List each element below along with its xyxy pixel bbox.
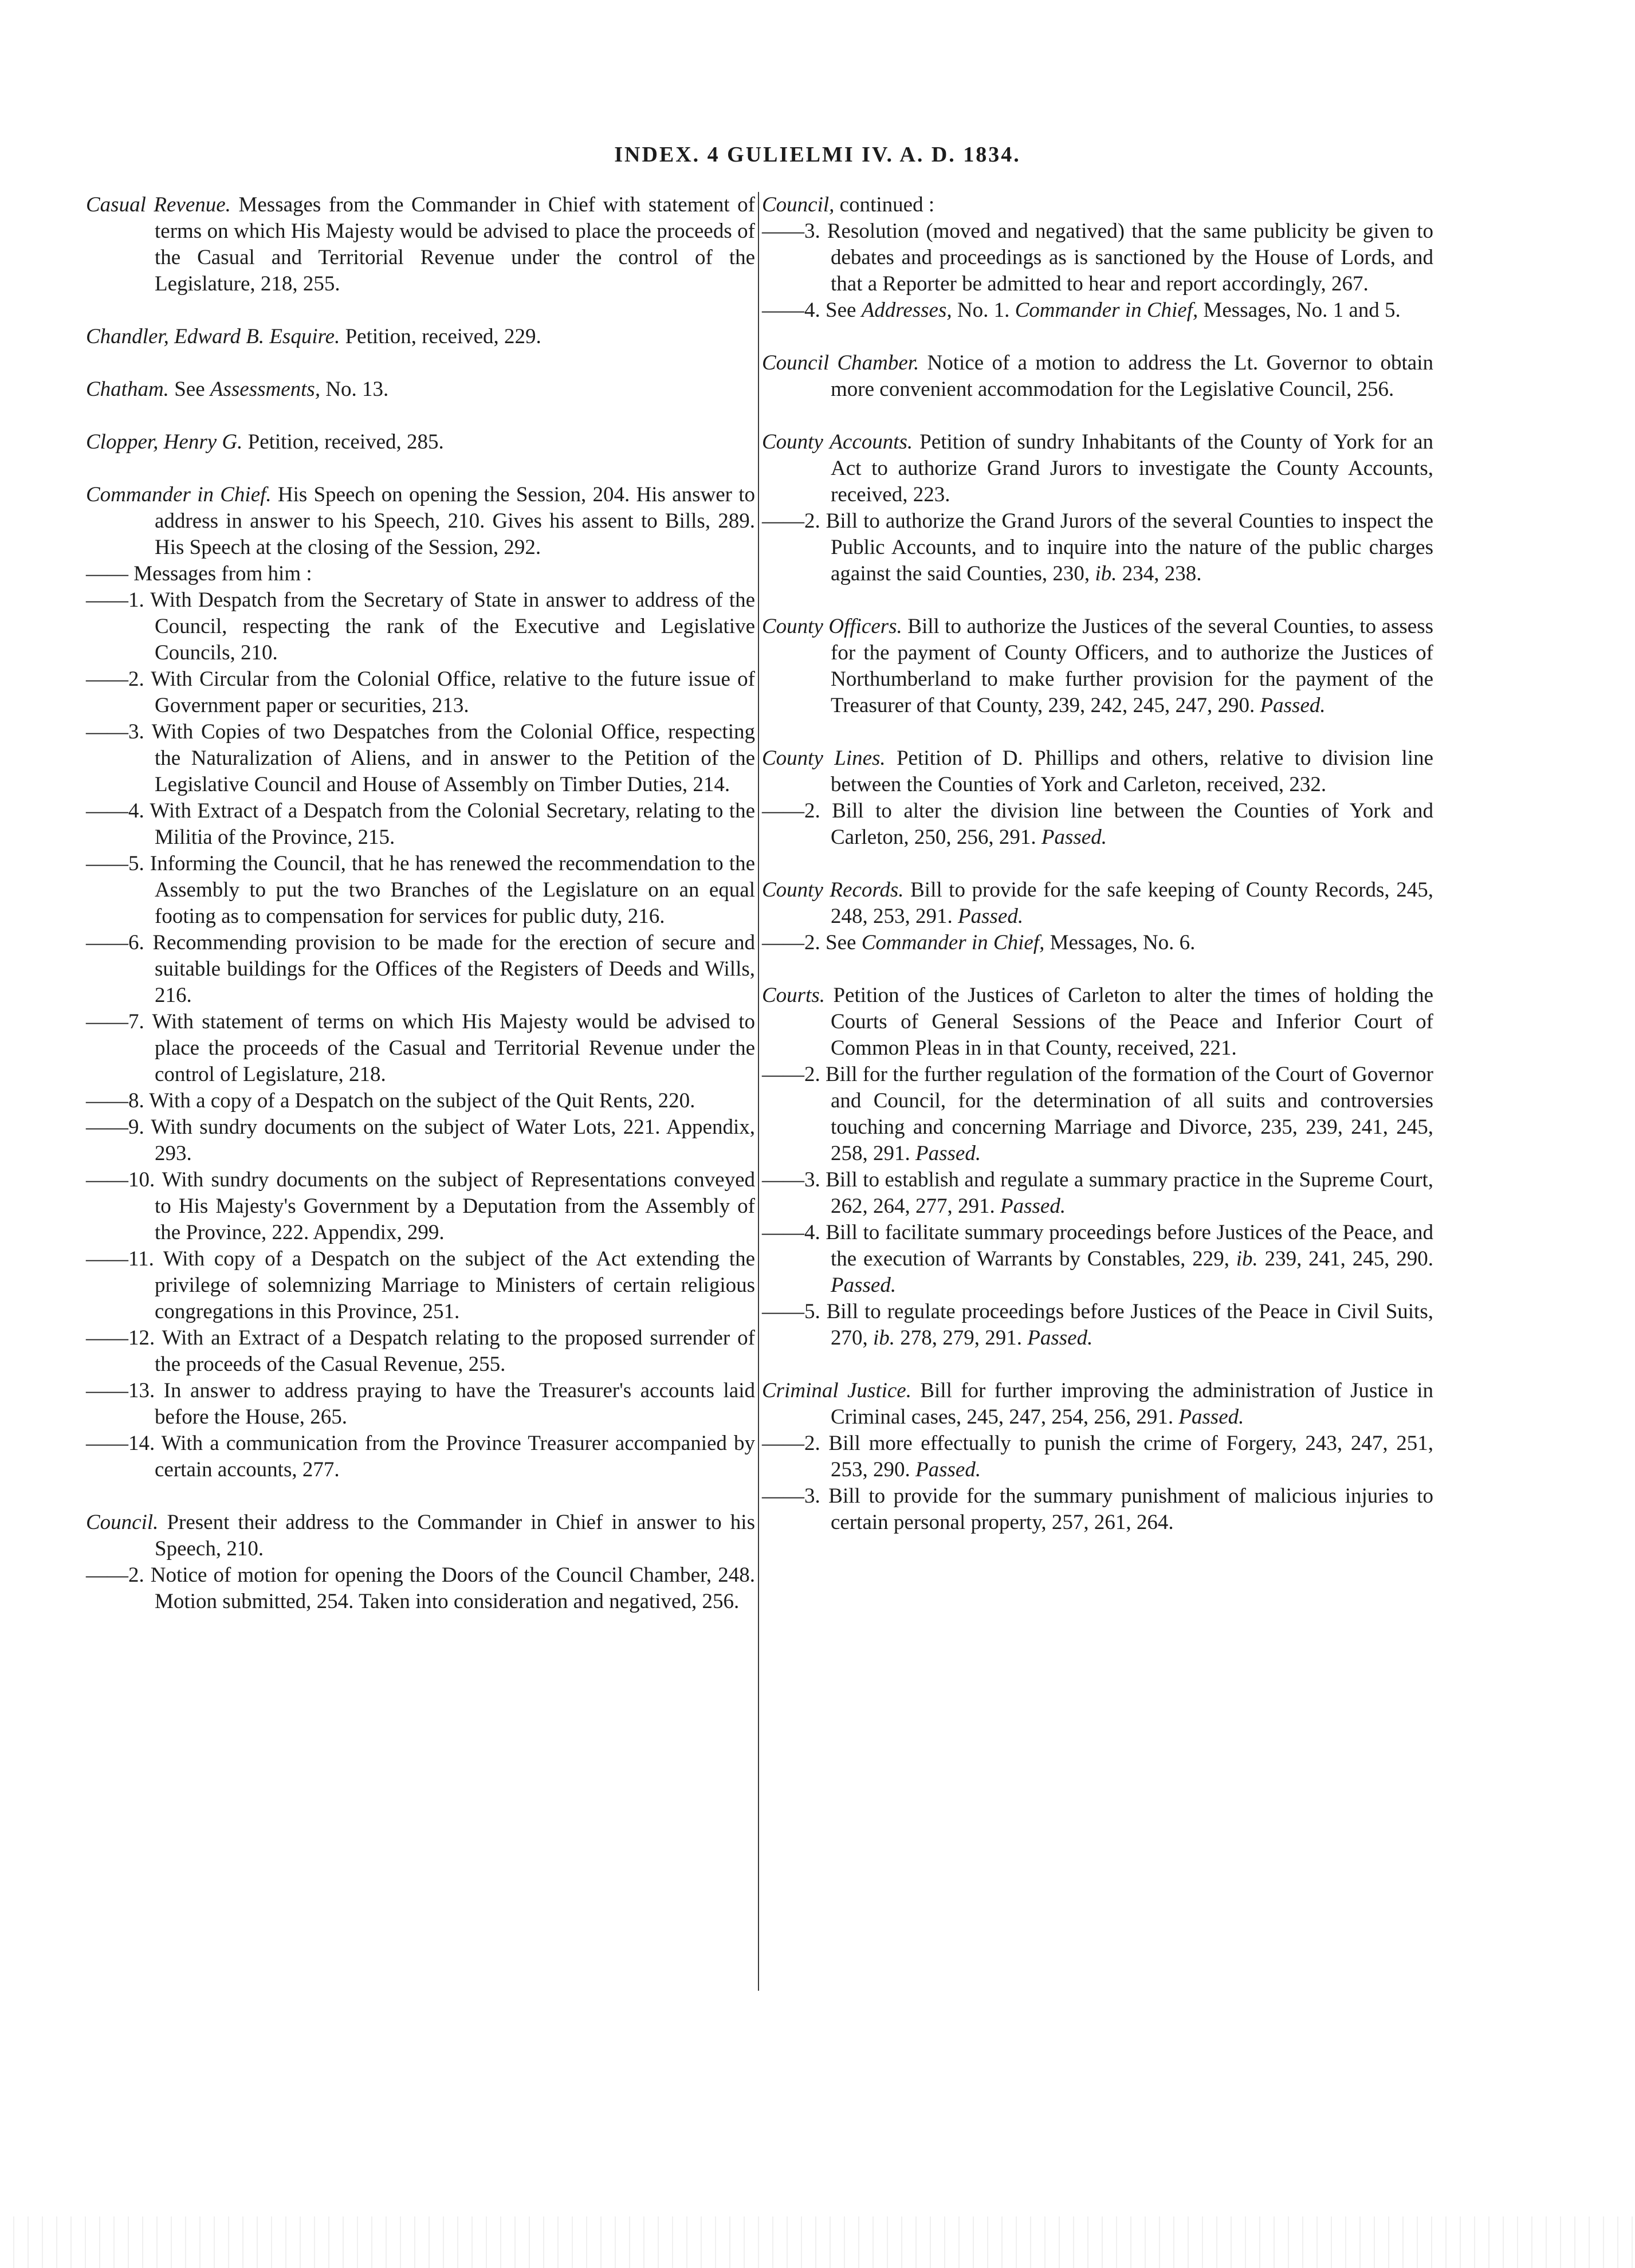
headword: Chandler, Edward B. Esquire.: [86, 325, 340, 348]
message-item: ——4. With Extract of a Despatch from the Colonial Secretary, relating to the Militia of the Province, 215.: [86, 799, 755, 849]
entry-text: His Speech on opening the Session, 204. His answer to address in answer to his Speech, 210. Gives his assent to Bills, 289. His Speech at the closing of the Session, 292.: [155, 483, 755, 559]
cross-reference: Commander in Chief,: [861, 931, 1045, 954]
entry-intro: [762, 1378, 1433, 1430]
sub-entry-text: No. 1.: [952, 298, 1015, 322]
sub-entry-text: ——2. Bill to authorize the Grand Jurors of the several Counties to inspect the Public Accounts, and to inquire into the nature of the public charges against the said Counties, 230,: [762, 509, 1433, 585]
entry-courts: [762, 982, 1433, 1351]
passed-note: Passed.: [958, 905, 1024, 928]
passed-note: Passed.: [1041, 826, 1107, 849]
entry-council-chamber: [762, 350, 1433, 403]
entry-intro: [762, 982, 1433, 1062]
passed-note: Passed.: [915, 1142, 981, 1165]
messages-list: [86, 587, 755, 1483]
headword: County Records.: [762, 878, 904, 902]
right-column: [762, 192, 1433, 1562]
sub-entry: ——3. Resolution (moved and negatived) that the same publicity be given to debates and proceedings as is sanctioned by the House of Lords, and that a Reporter be admitted to hear and report accordingly, 267.: [762, 219, 1433, 296]
entry-chatham: [86, 376, 755, 403]
sub-entry-text: 239, 241, 245, 290.: [1257, 1247, 1433, 1271]
entry-intro: [762, 877, 1433, 930]
sub-entry-text: ——5. Bill to regulate proceedings before Justices of the Peace in Civil Suits, 270,: [762, 1300, 1433, 1350]
message-item: ——14. With a communication from the Province Treasurer accompanied by certain accounts, 277.: [86, 1432, 755, 1481]
sub-entry: [762, 1220, 1433, 1299]
scan-noise: [0, 2216, 1635, 2268]
entry-text: See: [168, 378, 210, 401]
sub-entry-text: ——2. Bill for the further regulation of the formation of the Court of Governor and Council, for the determination of all suits and controversies touching and concerning Marriage and Divorce, 235, 239, 241, 245, 258, 291.: [762, 1063, 1433, 1165]
headword: Council.: [86, 1511, 159, 1534]
message-item: ——13. In answer to address praying to have the Treasurer's accounts laid before the House, 265.: [86, 1379, 755, 1429]
entry-intro: [762, 192, 1433, 218]
headword: Clopper, Henry G.: [86, 430, 243, 454]
passed-note: Passed.: [831, 1273, 897, 1297]
sub-entry: [762, 1167, 1433, 1220]
entry-intro: [86, 1510, 755, 1562]
entry-county-records: [762, 877, 1433, 956]
sub-entry-text: ——3. Bill to establish and regulate a summary practice in the Supreme Court, 262, 264, 277, 291.: [762, 1168, 1433, 1218]
page-header: INDEX. 4 GULIELMI IV. A. D. 1834.: [614, 143, 1021, 167]
passed-note: Passed.: [1000, 1194, 1066, 1218]
entry-chandler: [86, 324, 755, 350]
sub-entry-text: Messages, No. 6.: [1044, 931, 1196, 954]
column-divider: [758, 192, 759, 1991]
sub-entry-text: 234, 238.: [1117, 562, 1202, 585]
headword: Criminal Justice.: [762, 1379, 911, 1402]
headword: County Lines.: [762, 746, 886, 770]
entry-county-lines: [762, 745, 1433, 851]
message-item: ——1. With Despatch from the Secretary of State in answer to address of the Council, respecting the rank of the Executive and Legislative Councils, 210.: [86, 588, 755, 665]
passed-note: Passed.: [1260, 694, 1326, 717]
sub-entry: [762, 508, 1433, 587]
entry-text: Petition, received, 285.: [242, 430, 444, 454]
entry-text: Bill to authorize the Justices of the several Counties, to assess for the payment of County Officers, and to authorize the Justices of Northumberland to make further provision for the payment of the Treasurer of that County, 239, 242, 245, 247, 290.: [831, 615, 1433, 717]
message-item: ——12. With an Extract of a Despatch relating to the proposed surrender of the proceeds of the Casual Revenue, 255.: [86, 1326, 755, 1376]
entry-intro: [762, 429, 1433, 508]
entry-text: Present their address to the Commander in Chief in answer to his Speech, 210.: [155, 1511, 755, 1561]
entry-intro: [762, 745, 1433, 798]
entry-casual-revenue: [86, 192, 755, 297]
message-item: ——8. With a copy of a Despatch on the subject of the Quit Rents, 220.: [86, 1089, 695, 1113]
cross-reference: Commander in Chief,: [1015, 298, 1198, 322]
message-item: ——11. With copy of a Despatch on the subject of the Act extending the privilege of solemnizing Marriage to Ministers of certain religious congregations in this Province, 251.: [86, 1247, 755, 1323]
headword: County Accounts.: [762, 430, 913, 454]
entry-text: Petition of D. Phillips and others, relative to division line between the Counties of York and Carleton, received, 232.: [831, 746, 1433, 796]
entry-text: Notice of a motion to address the Lt. Governor to obtain more convenient accommodation for the Legislative Council, 256.: [831, 351, 1433, 401]
entry-text: continued :: [834, 193, 935, 217]
ibid: ib.: [1236, 1247, 1258, 1271]
sub-entry-text: 278, 279, 291.: [895, 1326, 1028, 1350]
message-item: ——7. With statement of terms on which His Majesty would be advised to place the proceeds of the Casual and Territorial Revenue under the control of Legislature, 218.: [86, 1010, 755, 1086]
cross-reference: Assessments,: [210, 378, 321, 401]
headword: Courts.: [762, 984, 826, 1007]
passed-note: Passed.: [1178, 1405, 1244, 1429]
headword: Commander in Chief.: [86, 483, 272, 506]
sub-entry: [762, 1299, 1433, 1351]
sub-entry-text: ——4. Bill to facilitate summary proceedings before Justices of the Peace, and the execution of Warrants by Constables, 229,: [762, 1221, 1433, 1271]
entry-council: [86, 1510, 755, 1615]
message-item: ——6. Recommending provision to be made for the erection of secure and suitable buildings for the Offices of the Registers of Deeds and Wills, 216.: [86, 931, 755, 1007]
sub-entry-text: Messages, No. 1 and 5.: [1198, 298, 1401, 322]
cross-reference: Addresses,: [861, 298, 952, 322]
sub-entry-text: ——2. Bill more effectually to punish the crime of Forgery, 243, 247, 251, 253, 290.: [762, 1432, 1433, 1481]
sub-entry-text: ——4. See: [762, 298, 862, 322]
entry-text: Messages from the Commander in Chief with statement of terms on which His Majesty would be advised to place the proceeds of the Casual and Territorial Revenue under the control of the Legislature, 218, 255.: [155, 193, 755, 296]
entry-text: No. 13.: [320, 378, 389, 401]
entry-text: Bill for further improving the administration of Justice in Criminal cases, 245, 247, 254, 256, 291.: [831, 1379, 1433, 1429]
sub-entry: [762, 1062, 1433, 1167]
messages-label: —— Messages from him :: [86, 562, 312, 585]
message-item: ——5. Informing the Council, that he has renewed the recommendation to the Assembly to put the two Branches of the Legislature on an equal footing as to compensation for services for public duty, 216.: [86, 852, 755, 928]
message-item: ——10. With sundry documents on the subject of Representations conveyed to His Majesty's Government by a Deputation from the Assembly of the Province, 222. Appendix, 299.: [86, 1168, 755, 1244]
sub-entry: [762, 1430, 1433, 1483]
sub-entry: [762, 297, 1433, 324]
entry-county-accounts: [762, 429, 1433, 587]
entry-clopper: [86, 429, 755, 455]
headword: Council,: [762, 193, 835, 217]
sub-entry: ——2. Notice of motion for opening the Doors of the Council Chamber, 248. Motion submitted, 254. Taken into consideration and negatived, 256.: [86, 1563, 755, 1613]
headword: Council Chamber.: [762, 351, 919, 375]
entry-criminal-justice: [762, 1378, 1433, 1536]
ibid: ib.: [1095, 562, 1117, 585]
entry-text: Petition, received, 229.: [340, 325, 541, 348]
message-item: ——2. With Circular from the Colonial Office, relative to the future issue of Government paper or securities, 213.: [86, 667, 755, 717]
sub-entry-text: ——2. See: [762, 931, 862, 954]
passed-note: Passed.: [1027, 1326, 1093, 1350]
message-item: ——9. With sundry documents on the subject of Water Lots, 221. Appendix, 293.: [86, 1115, 755, 1165]
entry-text: Petition of sundry Inhabitants of the County of York for an Act to authorize Grand Jurors to investigate the County Accounts, received, 223.: [831, 430, 1433, 506]
entry-text: Petition of the Justices of Carleton to alter the times of holding the Courts of General Sessions of the Peace and Inferior Court of Common Pleas in in that County, received, 221.: [825, 984, 1433, 1060]
entry-intro: [86, 482, 755, 561]
sub-entry: [762, 930, 1433, 956]
entry-county-officers: [762, 614, 1433, 719]
message-item: ——3. With Copies of two Despatches from the Colonial Office, respecting the Naturalization of Aliens, and in answer to the Petition of the Legislative Council and House of Assembly on Timber Duties, 214.: [86, 720, 755, 796]
sub-entry-text: ——2. Bill to alter the division line between the Counties of York and Carleton, 250, 256, 291.: [762, 799, 1433, 849]
left-column: [86, 192, 755, 1641]
headword: Chatham.: [86, 378, 169, 401]
entry-commander-in-chief: [86, 482, 755, 1483]
headword: Casual Revenue.: [86, 193, 231, 217]
entry-council-continued: [762, 192, 1433, 324]
headword: County Officers.: [762, 615, 902, 638]
passed-note: Passed.: [915, 1458, 981, 1481]
sub-entry: ——3. Bill to provide for the summary punishment of malicious injuries to certain personal property, 257, 261, 264.: [762, 1484, 1433, 1534]
ibid: ib.: [873, 1326, 895, 1350]
entry-text: Bill to provide for the safe keeping of County Records, 245, 248, 253, 291.: [831, 878, 1433, 928]
sub-entry: [762, 798, 1433, 851]
